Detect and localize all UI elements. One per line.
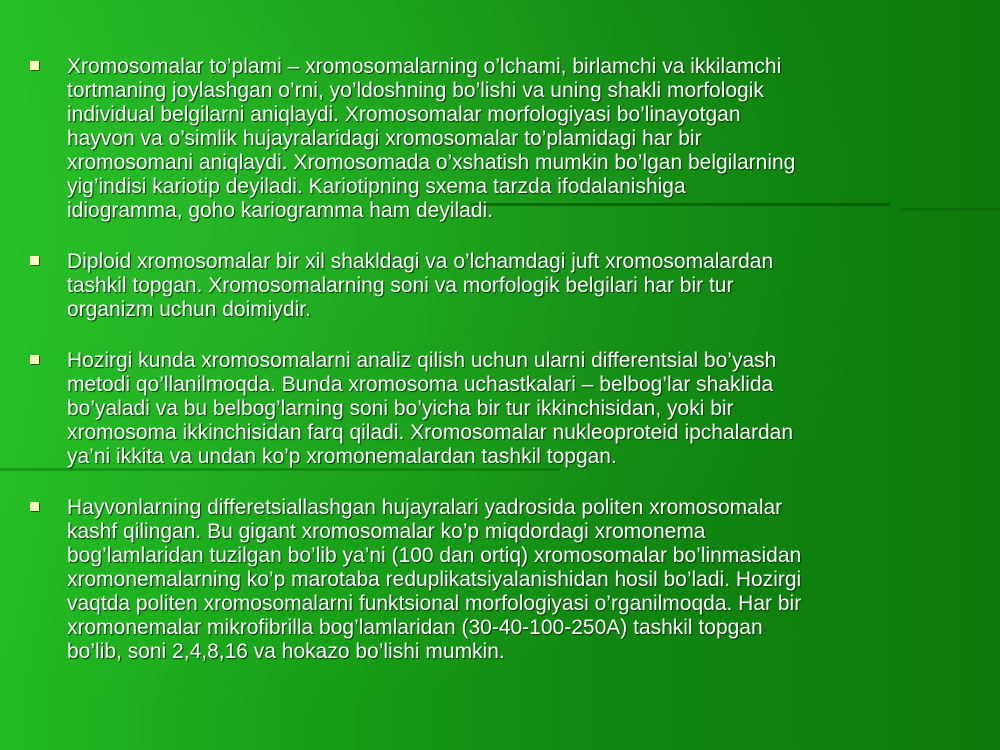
bullet-text: Hozirgi kunda xromosomalarni analiz qilish uchun ularni differentsial bo’yash metodi qo’llanilmoqda. Bunda xromosoma uchastkalari – belbog’lar shaklida bo’yaladi va bu belbog’larning soni bo’yicha bir tur ikkinchisidan, yoki bir xromosoma ikkinchisidan farq qiladi. Xromosomalar nukleoproteid ipchalardan ya’ni ikkita va undan ko’p xromonemalardan tashkil topgan. (67, 349, 794, 468)
bullet-item-1 (0, 55, 1000, 223)
bullet-item-2 (0, 250, 1000, 322)
square-bullet-icon (30, 256, 39, 265)
bullet-item-3 (0, 349, 1000, 469)
square-bullet-icon (30, 502, 39, 511)
square-bullet-icon (30, 61, 39, 70)
bullet-text: Hayvonlarning differetsiallashgan hujayralari yadrosida politen xromosomalar kashf qilingan. Bu gigant xromosomalar ko’p miqdordagi xromonema bog’lamlaridan tuzilgan bo’lib ya’ni (100 dan ortiq) xromosomalar bo’linmasidan xromonemalarning ko’p marotaba reduplikatsiyalanishidan hosil bo’ladi. Hozirgi vaqtda politen xromosomalarni funktsional morfologiyasi o’rganilmoqda. Har bir xromonemalar mikrofibrilla bog’lamlaridan (30-40-100-250A) tashkil topgan bo’lib, soni 2,4,8,16 va hokazo bo’lishi mumkin. (67, 496, 802, 663)
bullet-text: Xromosomalar to’plami – xromosomalarning o’lchami, birlamchi va ikkilamchi tortmaning joylashgan o’rni, yo’ldoshning bo’lishi va uning shakli morfologik individual belgilarni aniqlaydi. Xromosomalar morfologiyasi bo’linayotgan hayvon va o’simlik hujayralaridagi xromosomalar to’plamidagi har bir xromosomani aniqlaydi. Xromosomada o’xshatish mumkin bo’lgan belgilarning yig’indisi kariotip deyiladi. Kariotipning sxema tarzda ifodalanishiga idiogramma, goho kariogramma ham deyiladi. (67, 55, 796, 222)
slide-content (0, 55, 1000, 691)
bullet-item-4 (0, 496, 1000, 664)
bullet-text: Diploid xromosomalar bir xil shakldagi va o’lchamdagi juft xromosomalardan tashkil topgan. Xromosomalarning soni va morfologik belgilari har bir tur organizm uchun doimiydir. (67, 250, 774, 321)
square-bullet-icon (30, 355, 39, 364)
